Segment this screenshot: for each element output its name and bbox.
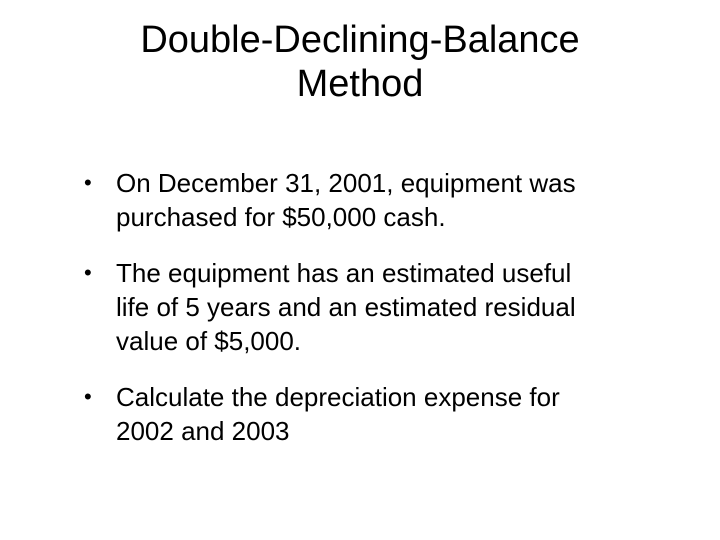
- bullet-item-useful-life: [84, 256, 696, 358]
- slide-title-line: Double-Declining-Balance: [140, 19, 580, 61]
- bullet-line: On December 31, 2001, equipment was: [116, 168, 576, 198]
- bullet-dot-icon: •: [84, 170, 92, 195]
- bullet-dot-icon: •: [84, 260, 92, 285]
- slide-title-line: Method: [296, 63, 424, 105]
- bullet-line: life of 5 years and an estimated residual: [116, 292, 576, 322]
- bullet-text: [116, 380, 696, 448]
- bullet-item-calculate: [84, 380, 696, 448]
- bullet-line: The equipment has an estimated useful: [116, 258, 572, 288]
- bullet-item-purchase: [84, 166, 696, 234]
- slide-title: [60, 18, 660, 106]
- bullet-text: [116, 166, 696, 234]
- bullet-line: Calculate the depreciation expense for: [116, 382, 560, 412]
- bullet-list: [84, 166, 696, 470]
- bullet-dot-icon: •: [84, 384, 92, 409]
- bullet-line: 2002 and 2003: [116, 416, 290, 446]
- bullet-line: value of $5,000.: [116, 326, 302, 356]
- bullet-line: purchased for $50,000 cash.: [116, 202, 446, 232]
- bullet-text: [116, 256, 696, 358]
